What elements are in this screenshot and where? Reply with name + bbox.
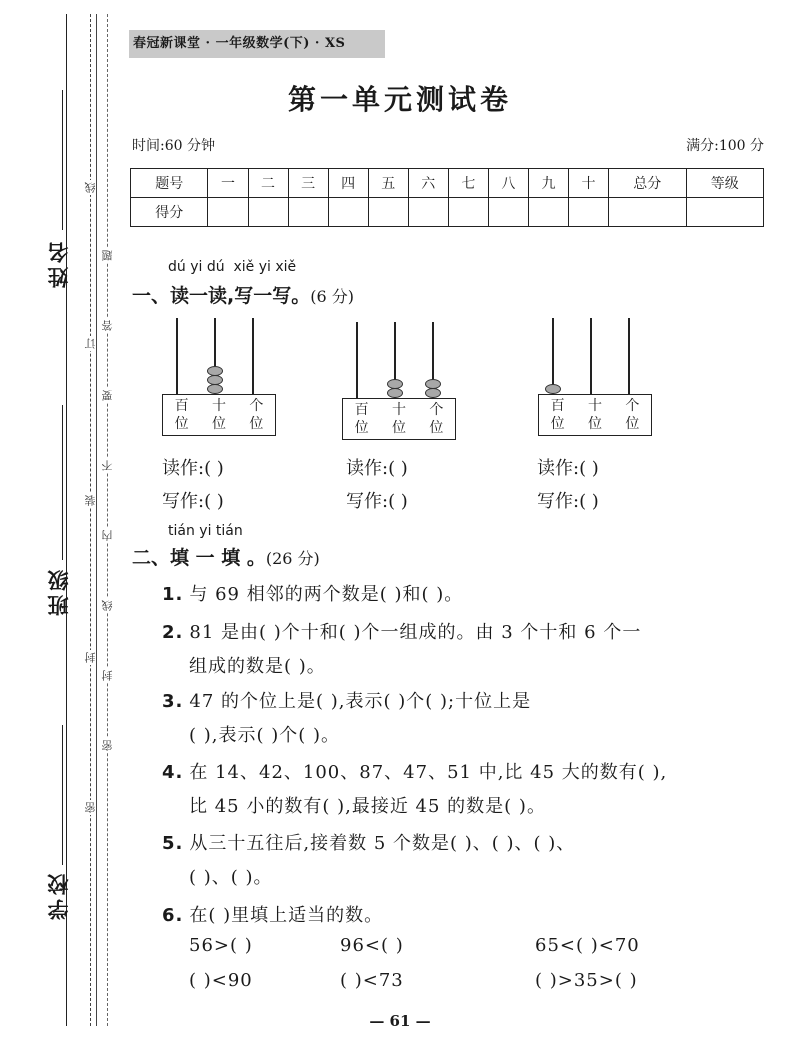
compare-item[interactable]: 96<( ) xyxy=(340,935,404,956)
score-table-score-row xyxy=(131,198,764,227)
abacus-bead xyxy=(387,388,403,398)
time-info: 时间:60 分钟 xyxy=(132,138,215,154)
abacus-base xyxy=(342,398,456,440)
notice-char-8: 密 xyxy=(101,740,114,751)
abacus-base xyxy=(162,394,276,436)
compare-item[interactable]: 65<( )<70 xyxy=(535,935,640,956)
class-blank-line xyxy=(62,405,63,560)
score-input-cell[interactable] xyxy=(448,198,488,227)
score-cell: 六 xyxy=(408,169,448,198)
score-cell: 七 xyxy=(448,169,488,198)
score-cell: 五 xyxy=(368,169,408,198)
binding-line-inner xyxy=(96,14,97,1026)
seal-char-bind: 装 xyxy=(84,495,97,506)
question-text: 与 69 相邻的两个数是( )和( )。 xyxy=(189,584,464,605)
seal-char-order: 订 xyxy=(84,338,97,349)
score-cell: 等级 xyxy=(686,169,763,198)
abacus-place-label: 个 位 xyxy=(429,402,444,436)
section1-pinyin: dú yi dú xiě yi xiě xyxy=(168,259,297,275)
seal-char-seal: 封 xyxy=(84,652,97,663)
score-input-cell[interactable] xyxy=(208,198,248,227)
series-header: 春冠新课堂 · 一年级数学(下) · XS xyxy=(129,30,385,58)
question-4-line2: 比 45 小的数有( ),最接近 45 的数是( )。 xyxy=(189,796,546,817)
read-blank-1[interactable]: 读作:( ) xyxy=(162,458,224,479)
notice-char-6: 线 xyxy=(101,600,114,611)
score-input-cell[interactable] xyxy=(569,198,609,227)
binding-line-inner2 xyxy=(107,14,108,1026)
score-input-cell[interactable] xyxy=(288,198,328,227)
section2-points: (26 分) xyxy=(265,549,320,568)
score-cell: 八 xyxy=(488,169,528,198)
abacus-rod xyxy=(590,318,592,404)
score-input-cell[interactable] xyxy=(488,198,528,227)
score-input-cell[interactable] xyxy=(408,198,448,227)
compare-item[interactable]: ( )<73 xyxy=(340,970,404,991)
abacus-rod xyxy=(356,322,358,408)
seal-char-line: 线 xyxy=(84,182,97,193)
score-input-cell[interactable] xyxy=(609,198,686,227)
abacus-bead xyxy=(425,388,441,398)
abacus-place-label: 百 位 xyxy=(354,402,369,436)
question-number: 4. xyxy=(162,762,184,783)
question-number: 6. xyxy=(162,905,184,926)
score-cell: 总分 xyxy=(609,169,686,198)
abacus-rod xyxy=(252,318,254,404)
section1-points: (6 分) xyxy=(310,287,354,306)
score-input-cell[interactable] xyxy=(686,198,763,227)
question-number: 3. xyxy=(162,691,184,712)
question-3 xyxy=(162,687,531,713)
abacus-bead xyxy=(425,379,441,389)
seal-char-secret: 密 xyxy=(84,802,97,813)
read-blank-2[interactable]: 读作:( ) xyxy=(346,458,408,479)
class-label: 班级 xyxy=(47,566,71,616)
write-blank-2[interactable]: 写作:( ) xyxy=(346,491,408,512)
abacus-place-label: 个 位 xyxy=(625,398,640,432)
question-3-line2: ( ),表示( )个( )。 xyxy=(189,725,341,746)
abacus-place-label: 百 位 xyxy=(550,398,565,432)
abacus-bead xyxy=(207,375,223,385)
score-cell: 二 xyxy=(248,169,288,198)
abacus-bead xyxy=(207,384,223,394)
abacus-rod xyxy=(176,318,178,404)
score-input-cell[interactable] xyxy=(248,198,288,227)
abacus-bead xyxy=(207,366,223,376)
question-text: 81 是由( )个十和( )个一组成的。由 3 个十和 6 个一 xyxy=(189,622,642,643)
question-text: 47 的个位上是( ),表示( )个( );十位上是 xyxy=(189,691,532,712)
question-number: 5. xyxy=(162,833,184,854)
abacus-rod xyxy=(628,318,630,404)
section2-heading-text: 二、填 一 填 。 xyxy=(132,547,266,569)
abacus-place-label: 个 位 xyxy=(249,398,264,432)
score-cell: 题号 xyxy=(131,169,208,198)
section1-heading-text: 一、读一读,写一写。 xyxy=(132,285,311,307)
score-table-header-row xyxy=(131,169,764,198)
abacus-3 xyxy=(538,318,654,438)
question-6 xyxy=(162,901,383,927)
abacus-2 xyxy=(342,322,458,442)
notice-char-7: 封 xyxy=(101,670,114,681)
page-title: 第一单元测试卷 xyxy=(287,83,512,116)
abacus-1 xyxy=(162,318,278,438)
abacus-place-label: 十 位 xyxy=(211,398,226,432)
notice-char-5: 内 xyxy=(101,530,114,541)
question-number: 2. xyxy=(162,622,184,643)
question-1 xyxy=(162,580,463,606)
notice-char-4: 不 xyxy=(101,460,114,471)
abacus-place-label: 百 位 xyxy=(174,398,189,432)
write-blank-3[interactable]: 写作:( ) xyxy=(537,491,599,512)
abacus-bead xyxy=(545,384,561,394)
score-cell: 一 xyxy=(208,169,248,198)
read-blank-3[interactable]: 读作:( ) xyxy=(537,458,599,479)
notice-char-3: 要 xyxy=(101,390,114,401)
score-table xyxy=(130,168,764,227)
school-blank-line xyxy=(62,725,63,865)
abacus-bead xyxy=(387,379,403,389)
abacus-base xyxy=(538,394,652,436)
score-input-cell[interactable] xyxy=(528,198,568,227)
write-blank-1[interactable]: 写作:( ) xyxy=(162,491,224,512)
question-5-line2: ( )、( )。 xyxy=(189,867,273,888)
abacus-place-label: 十 位 xyxy=(587,398,602,432)
page-number: — 61 — xyxy=(369,1012,431,1030)
score-cell: 十 xyxy=(569,169,609,198)
binding-line-dashed xyxy=(90,14,91,1026)
score-cell: 三 xyxy=(288,169,328,198)
section2-pinyin: tián yi tián xyxy=(168,523,243,539)
school-label: 学校 xyxy=(47,870,71,920)
question-text: 从三十五往后,接着数 5 个数是( )、( )、( )、 xyxy=(189,833,576,854)
compare-item[interactable]: ( )>35>( ) xyxy=(535,970,638,991)
full-score-info: 满分:100 分 xyxy=(686,138,764,154)
section1-heading xyxy=(132,281,354,308)
question-2 xyxy=(162,618,641,644)
score-input-cell[interactable] xyxy=(368,198,408,227)
abacus-place-label: 十 位 xyxy=(391,402,406,436)
question-4 xyxy=(162,758,667,784)
name-label: 姓名 xyxy=(47,238,71,288)
score-input-cell[interactable] xyxy=(328,198,368,227)
question-5 xyxy=(162,829,575,855)
question-text: 在 14、42、100、87、47、51 中,比 45 大的数有( ), xyxy=(189,762,668,783)
question-number: 1. xyxy=(162,584,184,605)
score-cell: 四 xyxy=(328,169,368,198)
score-cell: 九 xyxy=(528,169,568,198)
question-2-line2: 组成的数是( )。 xyxy=(189,656,326,677)
score-row-label: 得分 xyxy=(131,198,208,227)
question-text: 在( )里填上适当的数。 xyxy=(189,905,384,926)
compare-item[interactable]: 56>( ) xyxy=(189,935,253,956)
section2-heading xyxy=(132,543,320,570)
compare-item[interactable]: ( )<90 xyxy=(189,970,253,991)
notice-char-1: 题 xyxy=(101,250,114,261)
notice-char-2: 答 xyxy=(101,320,114,331)
